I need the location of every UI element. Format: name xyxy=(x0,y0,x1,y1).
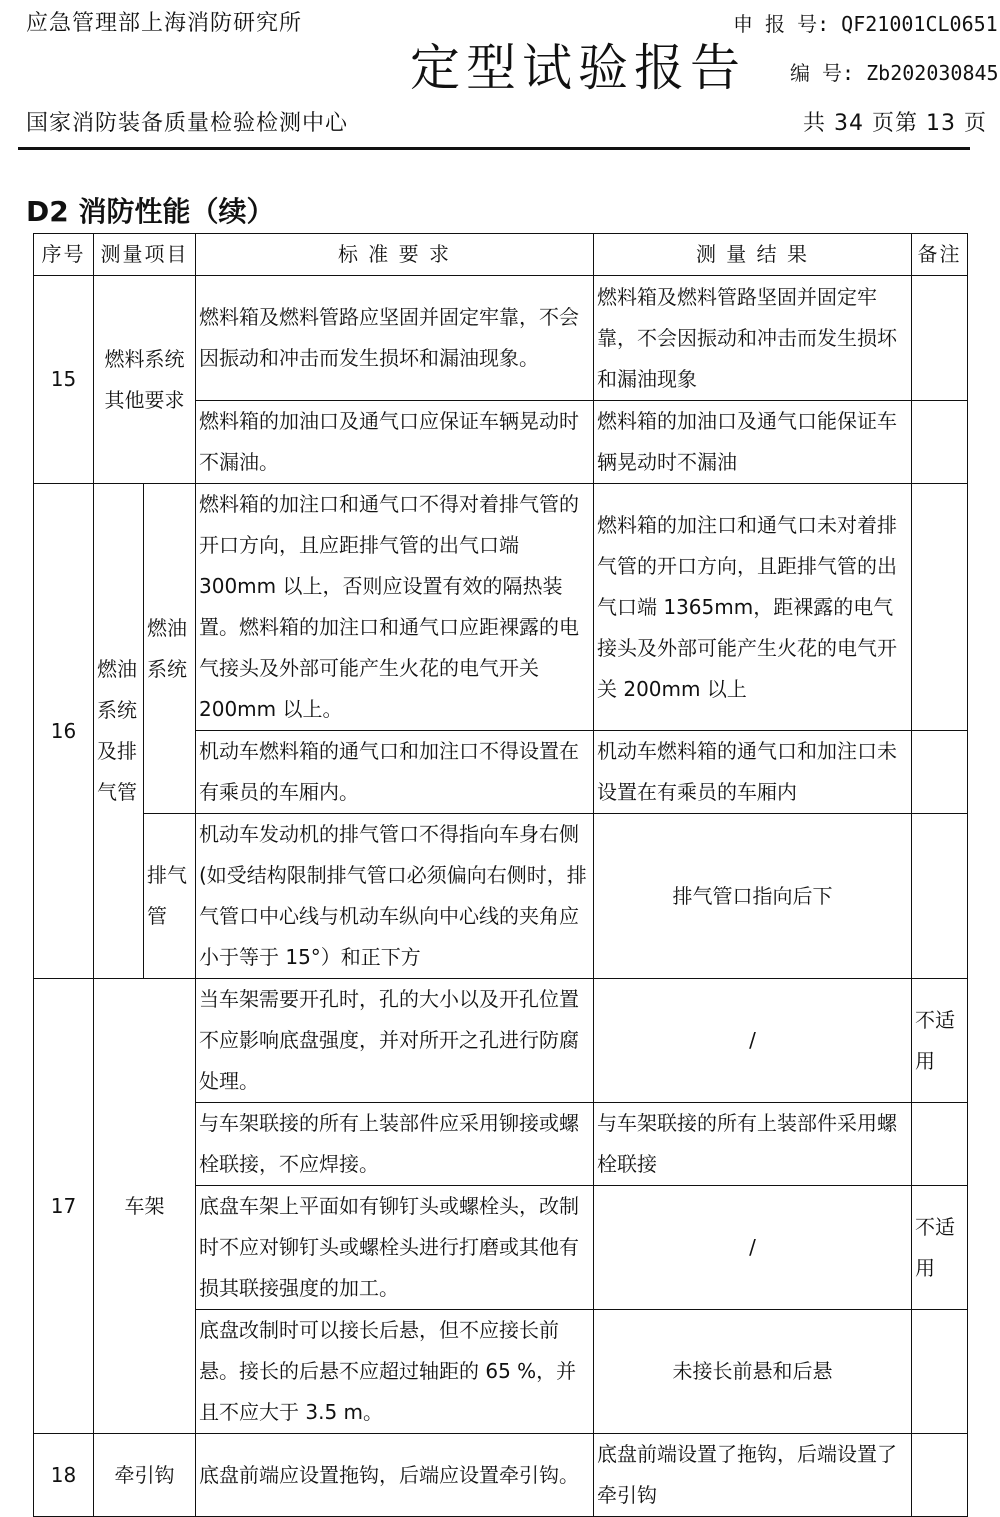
result-cell: 与车架联接的所有上装部件采用螺栓联接 xyxy=(594,1103,912,1186)
table-row xyxy=(34,276,968,401)
table-row xyxy=(34,979,968,1103)
row-number: 15 xyxy=(34,276,94,484)
column-header-item: 测量项目 xyxy=(94,234,196,276)
result-cell: 燃料箱的加油口及通气口能保证车辆晃动时不漏油 xyxy=(594,401,912,484)
row-item: 牵引钩 xyxy=(94,1434,196,1517)
requirement-cell: 燃料箱的加注口和通气口不得对着排气管的开口方向，且应距排气管的出气口端 300mm 以上，否则应设置有效的隔热装置。燃料箱的加注口和通气口应距裸露的电气接头及外部可能产生火花的电气开关 200mm 以上。 xyxy=(196,484,594,731)
note-cell xyxy=(912,401,968,484)
column-header-result: 测 量 结 果 xyxy=(594,234,912,276)
note-cell xyxy=(912,1310,968,1434)
result-cell: 燃料箱及燃料管路坚固并固定牢靠，不会因振动和冲击而发生损坏和漏油现象 xyxy=(594,276,912,401)
organization-name-bottom: 国家消防装备质量检验检测中心 xyxy=(26,111,349,136)
row-number: 18 xyxy=(34,1434,94,1517)
serial-number: 编 号: Zb202030845 xyxy=(790,61,999,85)
page-info: 共 34 页第 13 页 xyxy=(803,111,987,136)
organization-name-top: 应急管理部上海消防研究所 xyxy=(26,11,303,36)
note-cell xyxy=(912,731,968,814)
table-row xyxy=(34,1434,968,1517)
requirement-cell: 与车架联接的所有上装部件应采用铆接或螺栓联接，不应焊接。 xyxy=(196,1103,594,1186)
note-cell: 不适用 xyxy=(912,979,968,1103)
document-title: 定型试验报告 xyxy=(410,39,746,97)
table-header-row xyxy=(34,234,968,276)
table-row xyxy=(34,484,968,731)
result-cell: 燃料箱的加注口和通气口未对着排气管的开口方向，且距排气管的出气口端 1365mm，距裸露的电气接头及外部可能产生火花的电气开关 200mm 以上 xyxy=(594,484,912,731)
section-title: D2 消防性能（续） xyxy=(26,195,275,228)
result-cell: / xyxy=(594,1186,912,1310)
result-cell: 未接长前悬和后悬 xyxy=(594,1310,912,1434)
requirement-cell: 机动车燃料箱的通气口和加注口不得设置在有乘员的车厢内。 xyxy=(196,731,594,814)
performance-table xyxy=(33,233,968,1517)
row-number: 16 xyxy=(34,484,94,979)
note-cell xyxy=(912,1434,968,1517)
sub-item-exhaust-pipe: 排气管 xyxy=(144,814,196,979)
note-cell xyxy=(912,814,968,979)
requirement-cell: 底盘车架上平面如有铆钉头或螺栓头，改制时不应对铆钉头或螺栓头进行打磨或其他有损其联接强度的加工。 xyxy=(196,1186,594,1310)
column-header-note: 备注 xyxy=(912,234,968,276)
note-cell xyxy=(912,276,968,401)
note-cell xyxy=(912,484,968,731)
requirement-cell: 机动车发动机的排气管口不得指向车身右侧(如受结构限制排气管口必须偏向右侧时，排气管口中心线与机动车纵向中心线的夹角应小于等于 15°）和正下方 xyxy=(196,814,594,979)
requirement-cell: 燃料箱及燃料管路应坚固并固定牢靠，不会因振动和冲击而发生损坏和漏油现象。 xyxy=(196,276,594,401)
row-item: 燃油系统及排气管 xyxy=(94,484,144,979)
table-row xyxy=(34,814,968,979)
header-divider xyxy=(18,147,970,150)
note-cell: 不适用 xyxy=(912,1186,968,1310)
result-cell: / xyxy=(594,979,912,1103)
result-cell: 排气管口指向后下 xyxy=(594,814,912,979)
requirement-cell: 底盘前端应设置拖钩，后端应设置牵引钩。 xyxy=(196,1434,594,1517)
result-cell: 底盘前端设置了拖钩，后端设置了牵引钩 xyxy=(594,1434,912,1517)
requirement-cell: 当车架需要开孔时，孔的大小以及开孔位置不应影响底盘强度，并对所开之孔进行防腐处理。 xyxy=(196,979,594,1103)
row-item: 车架 xyxy=(94,979,196,1434)
result-cell: 机动车燃料箱的通气口和加注口未设置在有乘员的车厢内 xyxy=(594,731,912,814)
row-item: 燃料系统其他要求 xyxy=(94,276,196,484)
application-number: 申 报 号: QF21001CL0651 xyxy=(733,12,998,36)
requirement-cell: 燃料箱的加油口及通气口应保证车辆晃动时不漏油。 xyxy=(196,401,594,484)
requirement-cell: 底盘改制时可以接长后悬，但不应接长前悬。接长的后悬不应超过轴距的 65 %，并且不应大于 3.5 m。 xyxy=(196,1310,594,1434)
note-cell xyxy=(912,1103,968,1186)
column-header-no: 序号 xyxy=(34,234,94,276)
row-number: 17 xyxy=(34,979,94,1434)
column-header-requirement: 标 准 要 求 xyxy=(196,234,594,276)
sub-item-fuel-system: 燃油系统 xyxy=(144,484,196,814)
